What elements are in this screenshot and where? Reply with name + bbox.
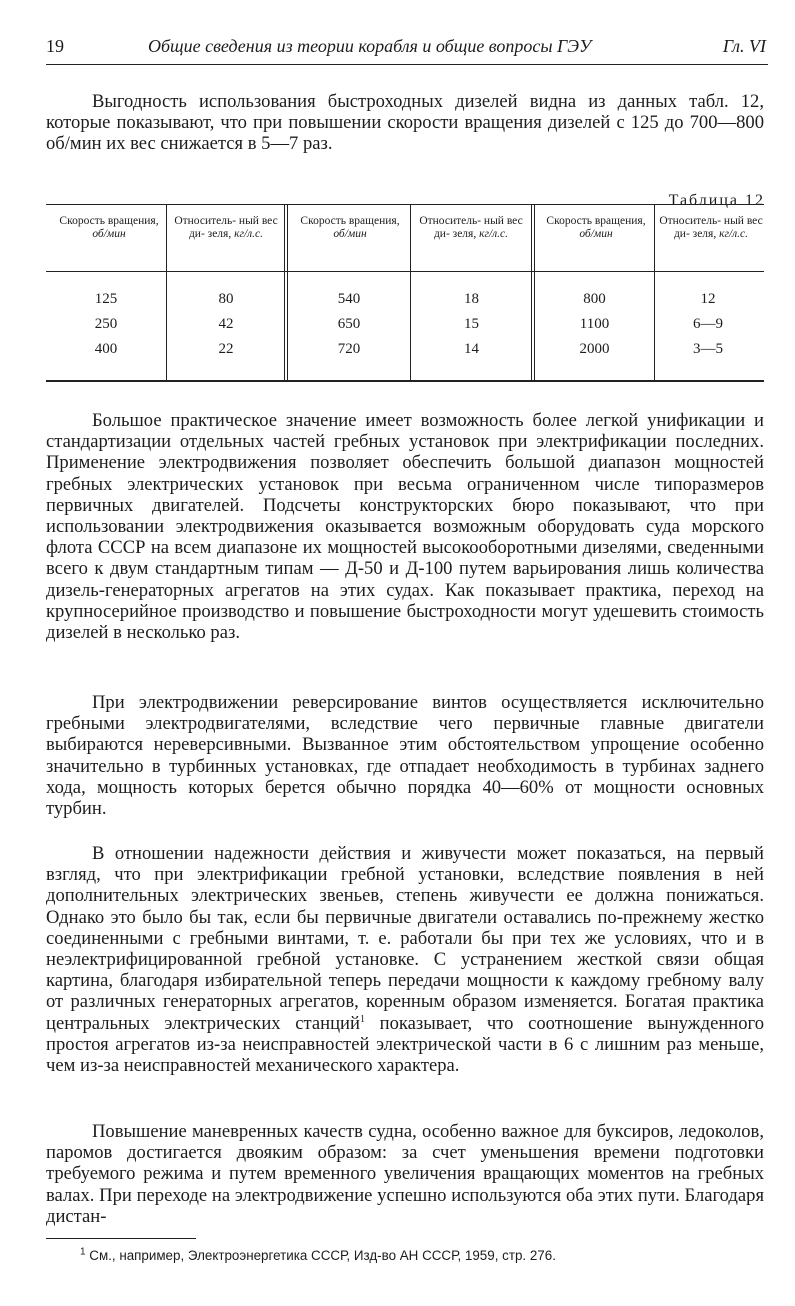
column-header-speed <box>296 215 404 263</box>
column-header-unit: кг/л.с. <box>234 228 264 240</box>
table-cell: 3—5 <box>693 341 723 357</box>
paragraph-unification: Большое практическое значение имеет возможность более легкой унификации и стандартизации отдельных частей гребных установок при электрификации последних. Применение электродвижения позволяет обеспечить большой диапазон мощностей гребных электрических установок при весьма ограниченном числе типоразмеров первичных двигателей. Подсчеты конструкторских бюро показывают, что при использовании электродвижения оказывается возможным оборудовать суда морского флота СССР на всем диапазоне их мощностей высокооборотными дизелями, сведенными всего к двум стандартным типам — Д-50 и Д-100 путем варьирования лишь количества дизель-генераторных агрегатов на этих судах. Как показывает практика, переход на крупносерийное производство и повышение быстроходности могут удешевить стоимость дизелей в несколько раз. <box>46 410 764 644</box>
column-header-unit: об/мин <box>92 228 126 240</box>
footnote-rule <box>46 1238 196 1239</box>
table-cell: 400 <box>94 341 118 357</box>
table-cell: 15 <box>464 316 479 332</box>
table-cell: 12 <box>700 291 716 307</box>
paragraph-reversing: При электродвижении реверсирование винтов осуществляется исключительно гребными электродвигателями, вследствие чего первичные главные двигатели выбираются нереверсивными. Вызванное этим обстоятельством упрощение особенно значительно в турбинных установках, где отпадает необходимость в турбинах заднего хода, мощность которых берется обычно порядка 40—60% от мощности основных турбин. <box>46 692 764 820</box>
column-header-unit: об/мин <box>333 228 367 240</box>
table-cell: 14 <box>464 341 479 357</box>
table-cell: 80 <box>218 291 234 307</box>
data-table <box>46 204 764 382</box>
column-divider <box>654 205 655 380</box>
column-header-label: Скорость вращения, <box>59 215 159 227</box>
paragraph-text-continued: показывает, что соотношение вынужденного простоя агрегатов из-за неисправностей электрической части в 6 с лишним раз меньше, чем из-за неисправностей механического характера. <box>46 1012 764 1077</box>
column-divider <box>166 205 167 380</box>
paragraph-reliability <box>46 843 764 1076</box>
table-cell: 720 <box>337 341 361 357</box>
column-header-label: Относитель- ный вес ди- зеля, <box>174 215 278 240</box>
paragraph-text: В отношении надежности действия и живучести может показаться, на первый взгляд, что при электрификации гребной установки, вследствие появления в ней дополнительных электрических звеньев, степень живучести ее должна понижаться. Однако это было бы так, если бы первичные двигатели оставались по-прежнему жестко соединенными с гребными винтами, т. е. работали бы при тех же условиях, что и в неэлектрифицированной гребной установке. С устранением жесткой связи общая картина, благодаря избирательной теперь передачи мощности к каждому гребному валу от различных генераторных агрегатов, коренным образом изменяется. Богатая практика центральных электрических станций <box>46 843 764 1034</box>
column-header-speed <box>542 215 650 263</box>
column-header-unit: кг/л.с. <box>479 228 509 240</box>
running-header <box>46 36 768 66</box>
column-header-label: Скорость вращения, <box>300 215 400 227</box>
table-cell: 125 <box>94 291 118 307</box>
table-cell: 540 <box>337 291 361 307</box>
table-cell: 42 <box>218 316 234 332</box>
table-cell: 800 <box>583 291 606 307</box>
footnote-marker: 1 <box>80 1246 86 1258</box>
footnote-reference: 1 <box>359 1013 365 1025</box>
footnote <box>80 1247 760 1265</box>
table-cell: 1100 <box>579 316 610 332</box>
paragraph-maneuverability: Повышение маневренных качеств судна, особенно важное для буксиров, ледоколов, паромов достигается двояким образом: за счет уменьшения времени подготовки требуемого режима и путем временного увеличения вращающих моментов на гребных валах. При переходе на электродвижение успешно используются оба этих пути. Благодаря дистан- <box>46 1121 764 1227</box>
table-cell: 6—9 <box>693 316 723 332</box>
column-header-label: Относитель- ный вес ди- зеля, <box>419 215 523 240</box>
column-header-speed <box>56 215 162 263</box>
column-header-label: Относитель- ный вес ди- зеля, <box>659 215 763 240</box>
table-caption: Таблица 12 <box>668 192 765 209</box>
column-header-unit: кг/л.с. <box>719 228 749 240</box>
header-rule <box>46 64 768 65</box>
column-header-weight <box>172 215 280 263</box>
footnote-text: См., например, Электроэнергетика СССР, Изд-во АН СССР, 1959, стр. 276. <box>89 1248 556 1263</box>
column-header-weight <box>416 215 526 263</box>
column-header-weight <box>658 215 764 263</box>
intro-paragraph: Выгодность использования быстроходных дизелей видна из данных табл. 12, которые показывают, что при повышении скорости вращения дизелей с 125 до 700—800 об/мин их вес снижается в 5—7 раз. <box>46 91 764 155</box>
column-header-label: Скорость вращения, <box>546 215 646 227</box>
table-cell: 250 <box>94 316 118 332</box>
table-cell: 650 <box>337 316 361 332</box>
column-divider <box>410 205 411 380</box>
chapter-label: Гл. VI <box>722 36 766 56</box>
column-header-unit: об/мин <box>579 228 613 240</box>
table-cell: 18 <box>464 291 479 307</box>
table-cell: 22 <box>218 341 234 357</box>
page-number: 19 <box>46 36 64 56</box>
table-cell: 2000 <box>579 341 610 357</box>
running-title: Общие сведения из теории корабля и общие вопросы ГЭУ <box>148 36 592 56</box>
header-separator <box>46 271 764 272</box>
